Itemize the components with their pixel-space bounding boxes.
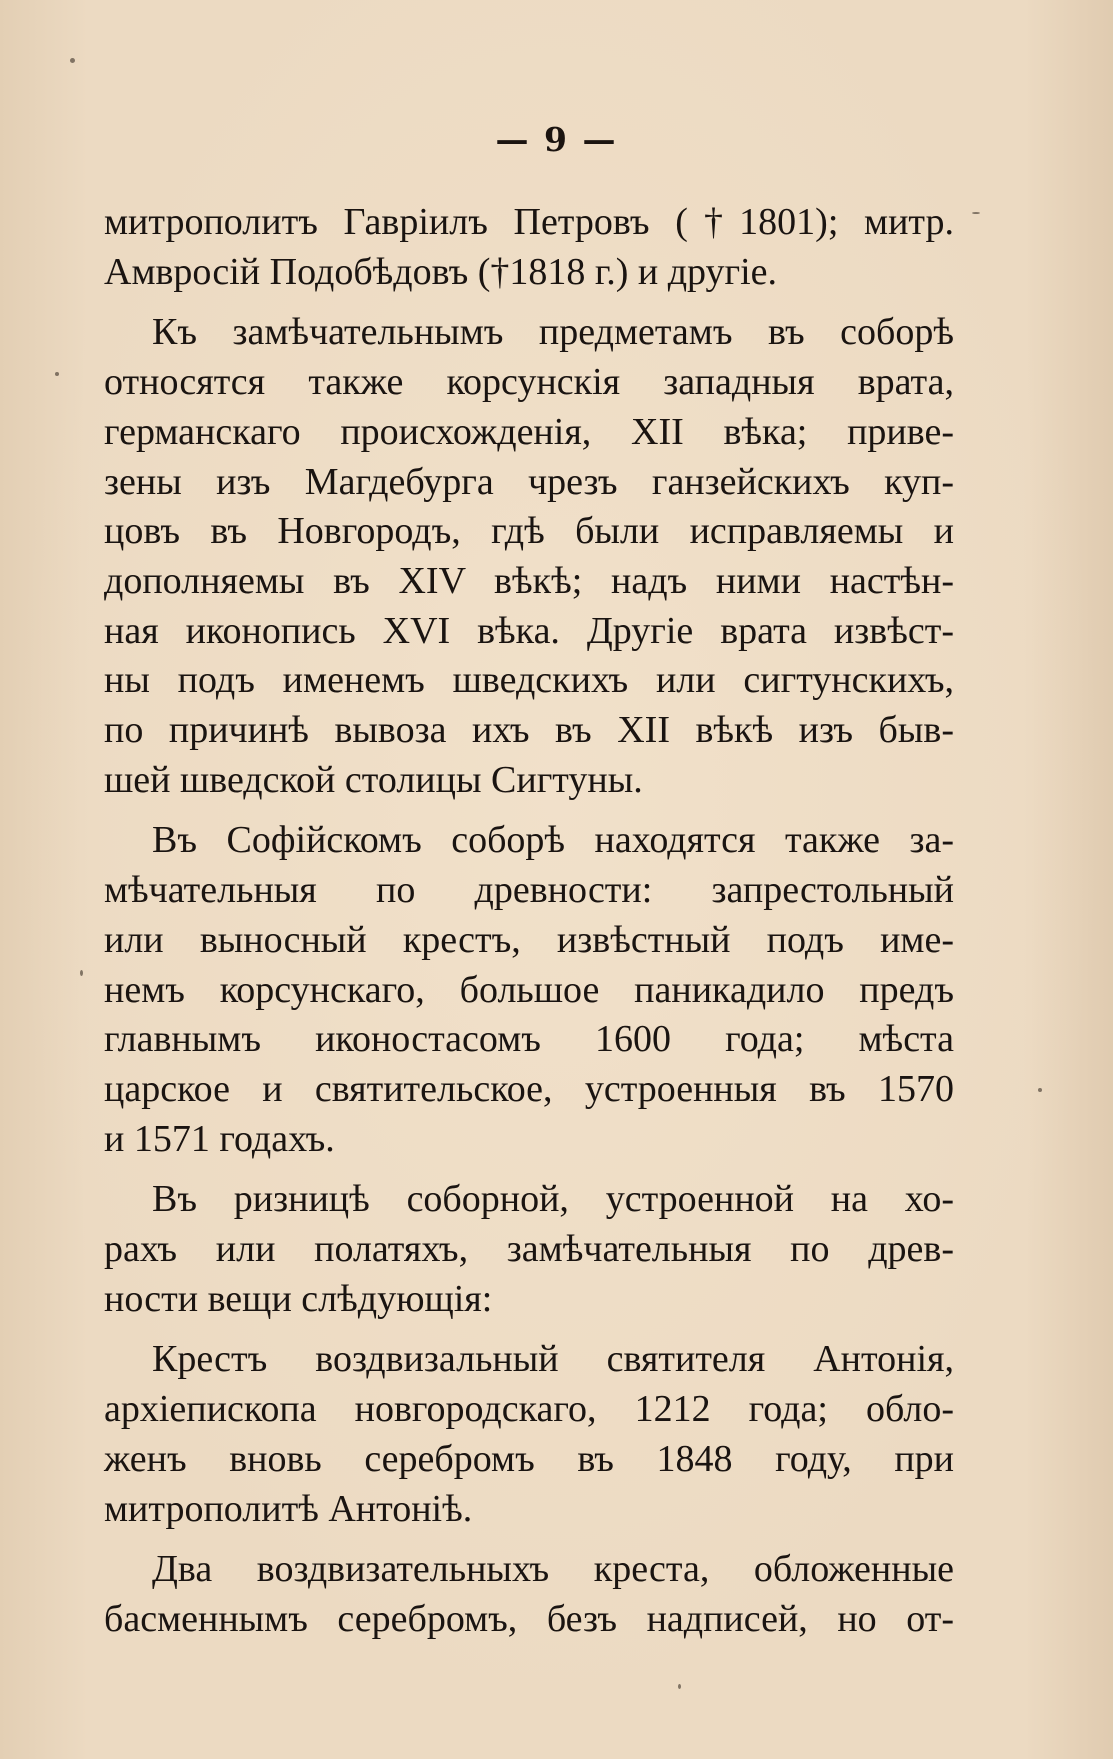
text-line: рахъ или полатяхъ, замѣчательныя по древ- (104, 1228, 954, 1271)
text-line: по причинѣ вывоза ихъ въ XII вѣкѣ изъ быв- (104, 709, 954, 752)
text-line: ности вещи слѣдующія: (104, 1277, 493, 1320)
text-line: Амвросій Подобѣдовъ (†1818 г.) и другіе. (104, 250, 778, 293)
paper-speck (678, 1684, 681, 1689)
text-line: басменнымъ серебромъ, безъ надписей, но от- (104, 1597, 954, 1640)
paragraph-3 (104, 816, 954, 1164)
text-line: мѣчательныя по древности: запрестольный (104, 869, 954, 912)
text-line: и 1571 годахъ. (104, 1117, 335, 1160)
paper-speck (972, 212, 980, 214)
text-line: зены изъ Магдебурга чрезъ ганзейскихъ куп- (104, 460, 954, 503)
text-line: Крестъ воздвизальный святителя Антонія, (152, 1338, 954, 1381)
text-line: ны подъ именемъ шведскихъ или сигтунскихъ, (104, 659, 954, 702)
text-line: Въ Софійскомъ соборѣ находятся также за- (152, 819, 954, 862)
paper-speck (1038, 1088, 1042, 1092)
text-line: германскаго происхожденія, XII вѣка; приве- (104, 410, 954, 453)
page-number: — 9 — (495, 120, 618, 159)
text-line: ная иконопись XVI вѣка. Другіе врата извѣст- (104, 609, 954, 652)
text-line: архіепископа новгородскаго, 1212 года; обло- (104, 1388, 954, 1431)
text-line: женъ вновь серебромъ въ 1848 году, при (104, 1437, 954, 1480)
text-line: Два воздвизательныхъ креста, обложенные (152, 1548, 954, 1591)
text-line: относятся также корсунскія западныя врата, (104, 361, 954, 404)
paragraph-4 (104, 1175, 954, 1324)
text-line: митрополитъ Гавріилъ Петровъ (†1801); митр. (104, 201, 954, 243)
text-line: митрополитѣ Антоніѣ. (104, 1487, 473, 1530)
text-line: шей шведской столицы Сигтуны. (104, 758, 643, 801)
text-line: главнымъ иконостасомъ 1600 года; мѣста (104, 1018, 954, 1061)
paper-speck (80, 970, 83, 976)
text-line: Въ ризницѣ соборной, устроенной на хо- (152, 1178, 954, 1221)
paragraph-6 (104, 1545, 954, 1644)
paragraph-1 (104, 198, 954, 297)
text-line: царское и святительское, устроенныя въ 1570 (104, 1067, 954, 1110)
paper-speck (55, 372, 59, 376)
paragraph-5 (104, 1335, 954, 1534)
text-line: или выносный крестъ, извѣстный подъ име- (104, 918, 954, 961)
paragraph-2 (104, 308, 954, 805)
text-line: немъ корсунскаго, большое паникадило предъ (104, 968, 954, 1011)
text-line: цовъ въ Новгородъ, гдѣ были исправляемы и (104, 510, 954, 553)
text-line: Къ замѣчательнымъ предметамъ въ соборѣ (152, 311, 954, 354)
paper-speck (70, 58, 75, 63)
text-line: дополняемы въ XIV вѣкѣ; надъ ними настѣн- (104, 559, 954, 602)
page-body (104, 198, 954, 1645)
